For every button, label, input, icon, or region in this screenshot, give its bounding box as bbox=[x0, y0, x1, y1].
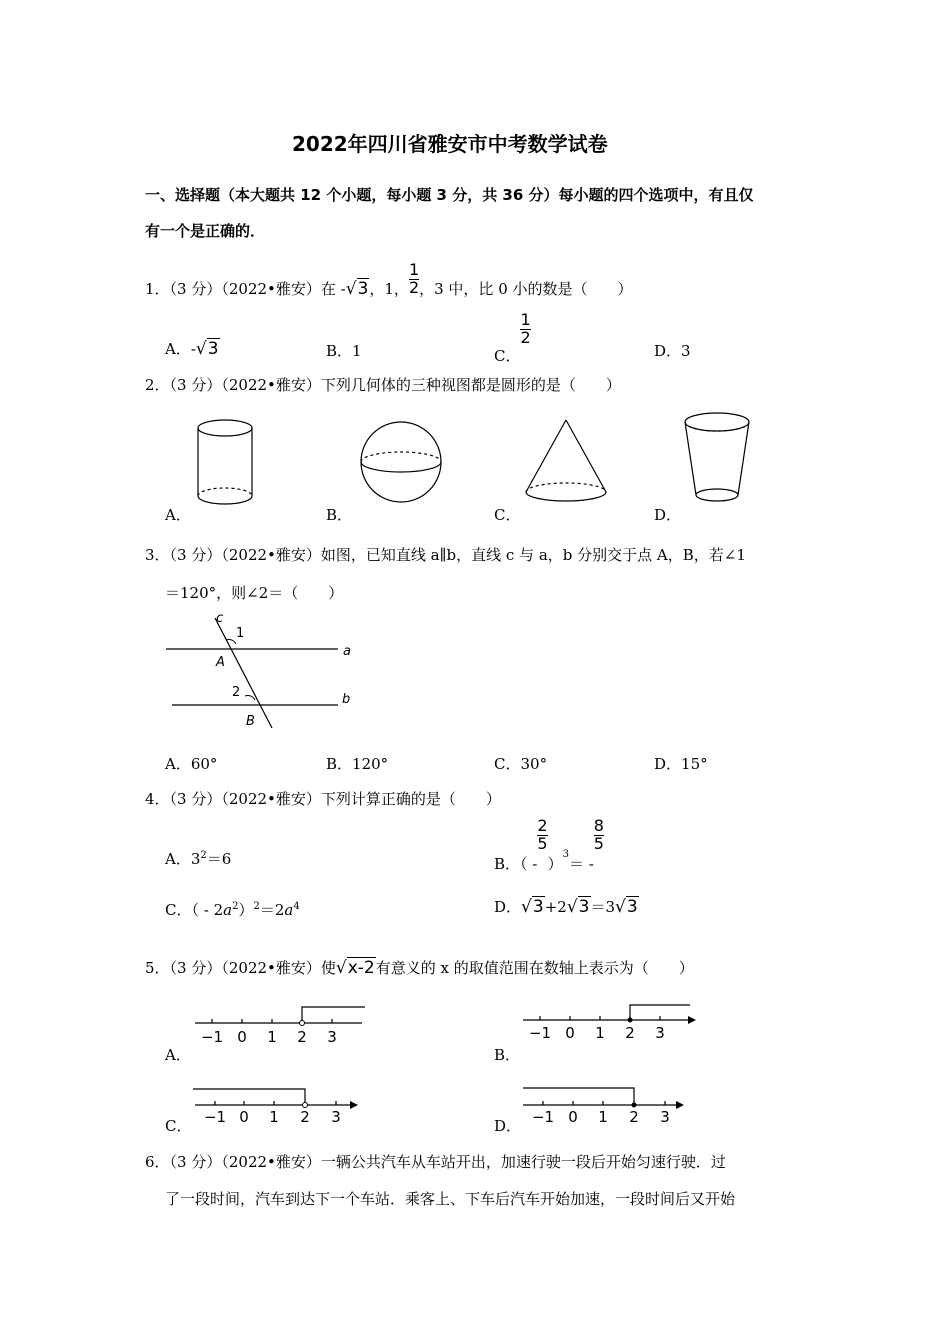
number-line-d bbox=[518, 1080, 698, 1125]
q2-option-a[interactable]: A． bbox=[165, 506, 191, 524]
svg-text:−1: −1 bbox=[203, 1108, 227, 1126]
svg-text:3: 3 bbox=[655, 1024, 665, 1042]
q3-option-d[interactable]: D．15° bbox=[654, 755, 708, 773]
q1-fraction: $\frac{1}{2}$ bbox=[408, 259, 420, 297]
question-1 bbox=[145, 259, 633, 299]
q1-suffix: ，3 中，比 0 小的数是（ ） bbox=[419, 280, 633, 298]
section-header-line1: 一、选择题（本大题共 12 个小题，每小题 3 分，共 36 分）每小题的四个选项中，有且仅 bbox=[145, 186, 754, 204]
parallel-lines-figure bbox=[160, 610, 360, 735]
question-6-line2: 了一段时间，汽车到达下一个车站．乘客上、下车后汽车开始加速，一段时间后又开始 bbox=[165, 1190, 736, 1208]
svg-text:1: 1 bbox=[598, 1108, 608, 1126]
svg-text:0: 0 bbox=[239, 1108, 249, 1126]
frustum-figure bbox=[682, 408, 757, 508]
sphere-figure bbox=[355, 418, 450, 508]
svg-text:2: 2 bbox=[300, 1108, 310, 1126]
q5-option-a[interactable]: A． bbox=[165, 1046, 191, 1064]
svg-text:3: 3 bbox=[327, 1028, 337, 1046]
q3-option-a[interactable]: A．60° bbox=[165, 755, 218, 773]
cylinder-figure bbox=[195, 418, 265, 513]
question-5: 5．（3 分）（2022•雅安）使√x-2有意义的 x 的取值范围在数轴上表示为（ ） bbox=[145, 958, 694, 978]
q5-option-b[interactable]: B． bbox=[494, 1046, 521, 1064]
svg-text:1: 1 bbox=[595, 1024, 605, 1042]
svg-text:0: 0 bbox=[237, 1028, 247, 1046]
label-2: 2 bbox=[232, 685, 241, 700]
q3-option-b[interactable]: B．120° bbox=[326, 755, 389, 773]
label-c: c bbox=[216, 611, 224, 626]
question-6-line1: 6．（3 分）（2022•雅安）一辆公共汽车从车站开出，加速行驶一段后开始匀速行驶．过 bbox=[145, 1153, 726, 1171]
section-header-line2: 有一个是正确的． bbox=[145, 222, 266, 240]
q1-option-d[interactable]: D．3 bbox=[654, 342, 691, 360]
label-1: 1 bbox=[236, 626, 245, 641]
number-line-a bbox=[190, 1002, 370, 1047]
question-4: 4．（3 分）（2022•雅安）下列计算正确的是（ ） bbox=[145, 790, 501, 808]
svg-text:2: 2 bbox=[629, 1108, 639, 1126]
q2-option-b[interactable]: B． bbox=[326, 506, 353, 524]
svg-text:1: 1 bbox=[269, 1108, 279, 1126]
question-2: 2．（3 分）（2022•雅安）下列几何体的三种视图都是圆形的是（ ） bbox=[145, 376, 621, 394]
q1-option-c[interactable]: C． $\frac{1}{2}$ bbox=[494, 310, 531, 366]
svg-text:3: 3 bbox=[660, 1108, 670, 1126]
q4-option-d[interactable]: D．√3+2√3＝3√3 bbox=[494, 897, 638, 917]
q1-option-a[interactable]: A．-√3 bbox=[165, 339, 219, 359]
question-3-line2: ＝120°，则∠2＝（ ） bbox=[165, 584, 344, 602]
label-B: B bbox=[246, 714, 255, 729]
svg-text:−1: −1 bbox=[531, 1108, 555, 1126]
cone-figure bbox=[522, 418, 617, 508]
q2-option-d[interactable]: D． bbox=[654, 506, 682, 524]
label-a: a bbox=[343, 644, 351, 659]
q3-option-c[interactable]: C．30° bbox=[494, 755, 548, 773]
svg-text:−1: −1 bbox=[528, 1024, 552, 1042]
label-A: A bbox=[216, 655, 225, 670]
q5-option-d[interactable]: D． bbox=[494, 1117, 522, 1135]
svg-text:0: 0 bbox=[565, 1024, 575, 1042]
svg-text:3: 3 bbox=[331, 1108, 341, 1126]
svg-text:1: 1 bbox=[267, 1028, 277, 1046]
q1-mid: ，1， bbox=[369, 280, 409, 298]
q4-option-c[interactable]: C．（ - $2a^2)^2=2a^4$ bbox=[165, 901, 300, 919]
q1-option-b[interactable]: B．1 bbox=[326, 342, 362, 360]
page-title: 2022年四川省雅安市中考数学试卷 bbox=[292, 132, 608, 156]
q4-option-a[interactable]: A．$3^2=6$ bbox=[165, 850, 232, 868]
label-b: b bbox=[342, 692, 351, 707]
number-line-c bbox=[190, 1082, 370, 1127]
svg-text:0: 0 bbox=[568, 1108, 578, 1126]
q5-option-c[interactable]: C． bbox=[165, 1117, 192, 1135]
q1-prefix: 1．（3 分）（2022•雅安）在 - bbox=[145, 280, 346, 298]
svg-text:−1: −1 bbox=[200, 1028, 224, 1046]
q1-sqrt: √3 bbox=[345, 279, 369, 299]
svg-text:2: 2 bbox=[625, 1024, 635, 1042]
question-3-line1: 3．（3 分）（2022•雅安）如图，已知直线 a∥b，直线 c 与 a，b 分别交于点 A，B，若∠1 bbox=[145, 546, 746, 564]
q4-option-b[interactable]: B．（ - $\frac{2}{5}$ ）$^3$＝ - $\frac{8}{5}$ bbox=[494, 816, 604, 874]
svg-text:2: 2 bbox=[297, 1028, 307, 1046]
q2-option-c[interactable]: C． bbox=[494, 506, 521, 524]
number-line-b bbox=[518, 1002, 698, 1047]
